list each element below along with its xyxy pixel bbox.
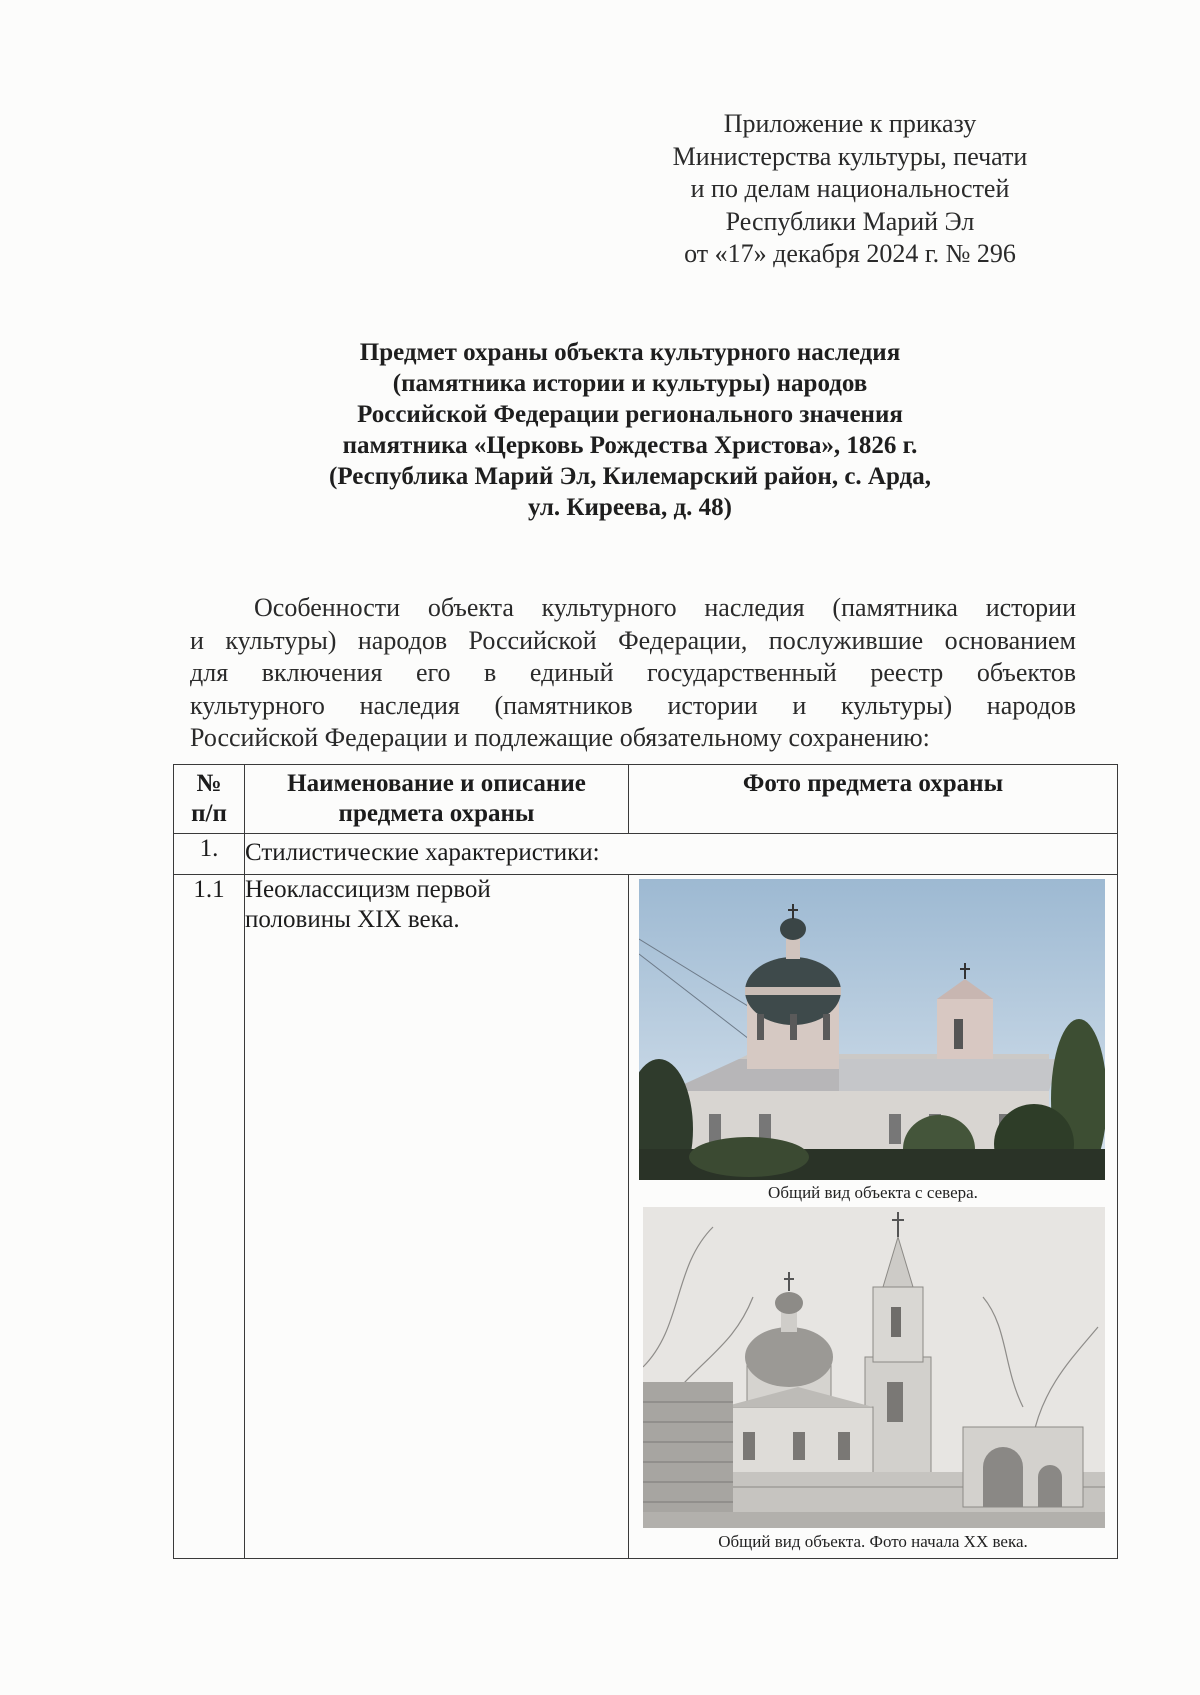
title-line: Предмет охраны объекта культурного наследия [359,339,901,366]
header-number-line: № [196,770,222,797]
church-historical-photo [643,1207,1105,1528]
row-photos [629,875,1118,1559]
appendix-line: и по делам национальностей [690,174,1010,203]
title-line: (Республика Марий Эл, Килемарский район, с. Арда, [329,463,931,490]
header-number-line: п/п [191,800,227,827]
church-north-view-photo [639,879,1105,1180]
header-photo-label: Фото предмета охраны [742,770,1004,797]
header-photo [629,765,1118,834]
appendix-line: Министерства культуры, печати [672,141,1028,171]
row-number: 1.1 [174,875,245,1559]
appendix-line: от «17» декабря 2024 г. № 296 [684,239,1016,268]
title-line: памятника «Церковь Рождества Христова», 1826 г. [342,432,918,459]
table-row [174,875,1118,1559]
protection-subject-table [173,764,1118,1559]
table-header-row [174,765,1118,834]
row-description-line: половины XIX века. [245,906,460,933]
title-line: ул. Киреева, д. 48) [527,494,732,521]
table-section-row [174,834,1118,875]
row-description [245,875,629,1559]
photo-caption: Общий вид объекта с севера. [768,1183,978,1202]
intro-line: и культуры) народов Российской Федерации, послужившие основанием [190,625,1076,655]
header-description [245,765,629,834]
intro-line: для включения его в единый государственный реестр объектов [190,658,1076,687]
title-line: Российской Федерации регионального значения [357,401,903,428]
intro-paragraph [190,592,1076,755]
header-description-line: Наименование и описание [287,770,586,797]
intro-line: Российской Федерации и подлежащие обязательному сохранению: [190,723,930,752]
appendix-block [640,108,1060,271]
header-description-line: предмета охраны [338,800,535,827]
appendix-line: Приложение к приказу [723,109,977,138]
title-line: (памятника истории и культуры) народов [392,370,868,397]
header-number [174,765,245,834]
appendix-line: Республики Марий Эл [725,206,975,236]
intro-line: культурного наследия (памятников истории и культуры) народов [190,690,1076,720]
document-title [240,337,1020,523]
intro-line: Особенности объекта культурного наследия (памятника истории [254,593,1076,622]
section-number: 1. [174,834,245,875]
section-label: Стилистические характеристики: [245,834,1118,875]
row-description-line: Неоклассицизм первой [245,876,491,903]
photo-caption: Общий вид объекта. Фото начала XX века. [718,1532,1028,1551]
